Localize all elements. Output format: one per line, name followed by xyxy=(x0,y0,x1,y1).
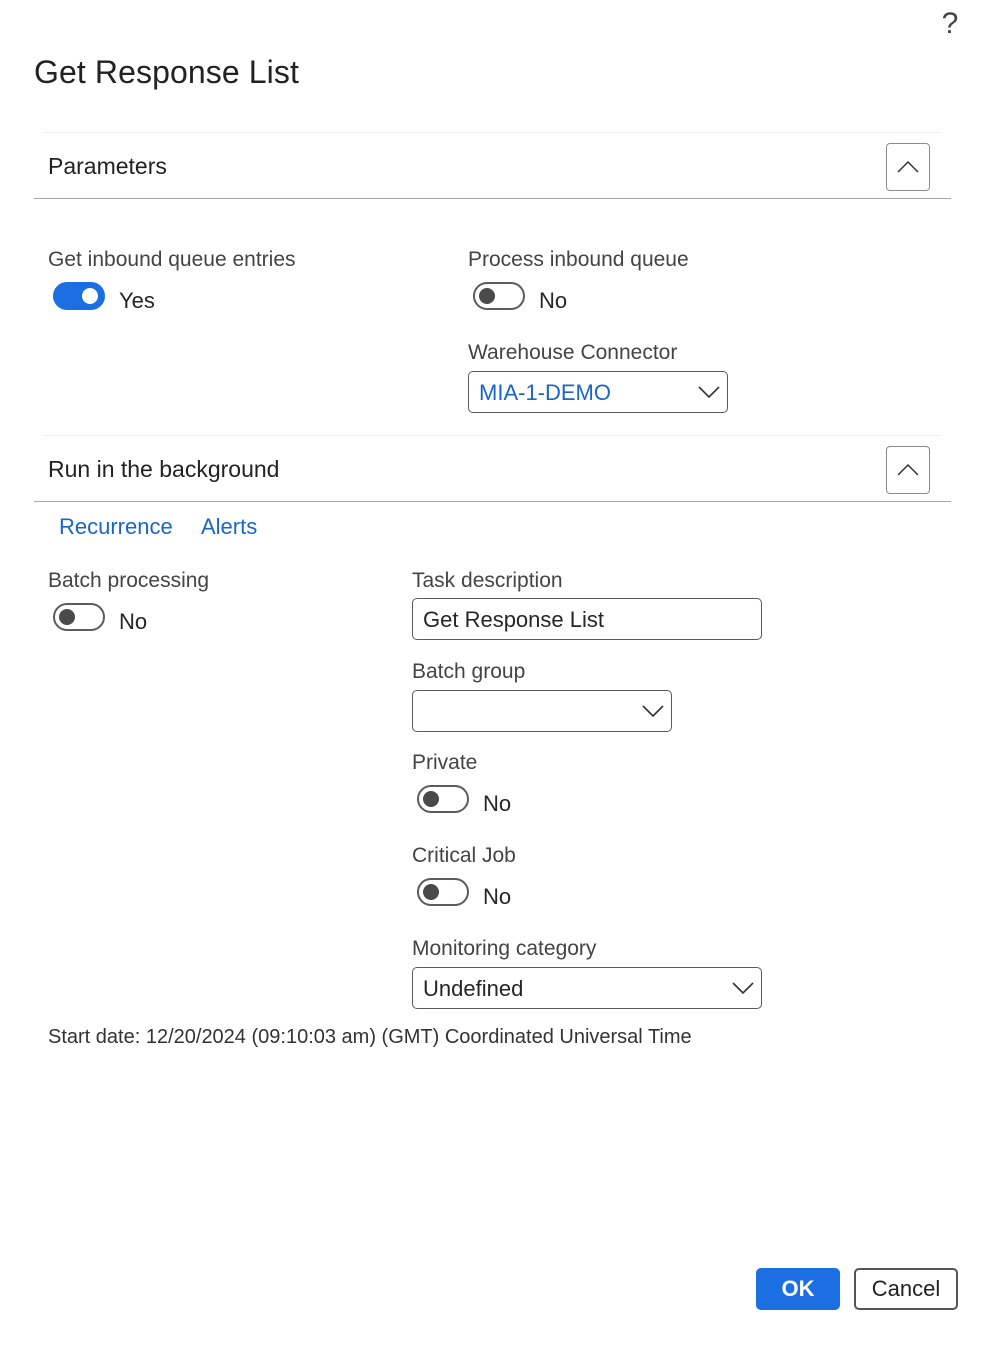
cancel-button[interactable]: Cancel xyxy=(854,1268,958,1310)
chevron-up-icon xyxy=(896,462,920,478)
toggle-knob xyxy=(423,884,439,900)
batch-group-select[interactable] xyxy=(412,690,672,732)
background-collapse-button[interactable] xyxy=(886,446,930,494)
get-inbound-state: Yes xyxy=(119,288,155,313)
recurrence-link[interactable]: Recurrence xyxy=(59,514,173,539)
private-label: Private xyxy=(412,751,478,774)
warehouse-connector-label: Warehouse Connector xyxy=(468,341,678,364)
background-section-title: Run in the background xyxy=(48,456,280,482)
task-description-input[interactable] xyxy=(412,598,762,640)
critical-job-label: Critical Job xyxy=(412,844,516,867)
toggle-knob xyxy=(479,288,495,304)
chevron-down-icon xyxy=(697,380,721,404)
warehouse-connector-value: MIA-1-DEMO xyxy=(479,380,611,405)
ok-button[interactable]: OK xyxy=(756,1268,840,1310)
background-section-header xyxy=(34,436,951,502)
alerts-link[interactable]: Alerts xyxy=(201,514,258,539)
toggle-knob xyxy=(423,791,439,807)
batch-processing-state: No xyxy=(119,609,148,634)
chevron-down-icon xyxy=(731,976,755,1000)
monitoring-category-label: Monitoring category xyxy=(412,937,597,960)
get-inbound-toggle[interactable] xyxy=(53,282,105,310)
get-inbound-label: Get inbound queue entries xyxy=(48,248,296,271)
critical-job-state: No xyxy=(483,884,512,909)
parameters-collapse-button[interactable] xyxy=(886,143,930,191)
process-inbound-toggle[interactable] xyxy=(473,282,525,310)
process-inbound-state: No xyxy=(539,288,568,313)
private-state: No xyxy=(483,791,512,816)
chevron-down-icon xyxy=(641,699,665,723)
task-description-value: Get Response List xyxy=(423,607,604,632)
monitoring-category-value: Undefined xyxy=(423,976,524,1001)
parameters-section-header xyxy=(34,133,951,199)
batch-processing-toggle[interactable] xyxy=(53,603,105,631)
start-date-text: Start date: 12/20/2024 (09:10:03 am) (GMT) Coordinated Universal Time xyxy=(48,1026,692,1048)
batch-group-label: Batch group xyxy=(412,660,526,683)
dialog-title: Get Response List xyxy=(34,54,299,90)
toggle-knob xyxy=(82,288,98,304)
parameters-section-title: Parameters xyxy=(48,153,167,179)
chevron-up-icon xyxy=(896,159,920,175)
batch-processing-label: Batch processing xyxy=(48,569,210,592)
monitoring-category-select[interactable] xyxy=(412,967,762,1009)
private-toggle[interactable] xyxy=(417,785,469,813)
warehouse-connector-select[interactable] xyxy=(468,371,728,413)
process-inbound-label: Process inbound queue xyxy=(468,248,689,271)
toggle-knob xyxy=(59,609,75,625)
task-description-label: Task description xyxy=(412,569,563,592)
critical-job-toggle[interactable] xyxy=(417,878,469,906)
help-button[interactable]: ? xyxy=(941,7,959,40)
